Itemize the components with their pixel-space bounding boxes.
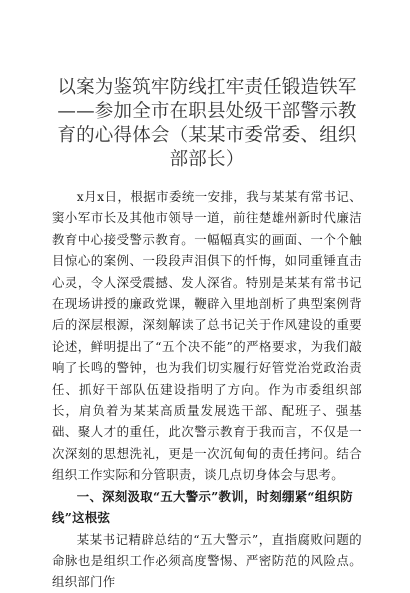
intro-paragraph: x月x日，根据市委统一安排，我与某某有常书记、窦小军市长及其他市领导一道，前往楚雄州新时代廉洁教育中心接受警示教育。一幅幅真实的画面、一个个触目惊心的案例、一段段声泪俱下的忏悔，如同重锤直击心灵，令人深受震撼、发人深省。特别是某某有常书记在现场讲授的廉政党课，鞭辟入里地剖析了典型案例背后的深层根源，深刻解读了总书记关于作风建设的重要论述，鲜明提出了“五个决不能”的严格要求，为我们敲响了长鸣的警钟，也为我们切实履行好管党治党政治责任、抓好干部队伍建设指明了方向。作为市委组织部长，肩负着为某某高质量发展选干部、配班子、强基础、聚人才的重任，此次警示教育于我而言，不仅是一次深刻的思想洗礼，更是一次沉甸甸的责任拷问。结合组织工作实际和分管职责，谈几点切身体会与思考。 [52, 189, 362, 483]
section-paragraph: 某某书记精辟总结的“五大警示”，直指腐败问题的命脉也是组织工作必须高度警惕、严密防范的风险点。组织部门作 [52, 531, 362, 590]
document-title: 以案为鉴筑牢防线扛牢责任锻造铁军——参加全市在职县处级干部警示教育的心得体会（某某市委常委、组织部部长） [57, 77, 357, 170]
section-heading: 一、深刻汲取“五大警示”教训，时刻绷紧“组织防线”这根弦 [52, 488, 353, 526]
